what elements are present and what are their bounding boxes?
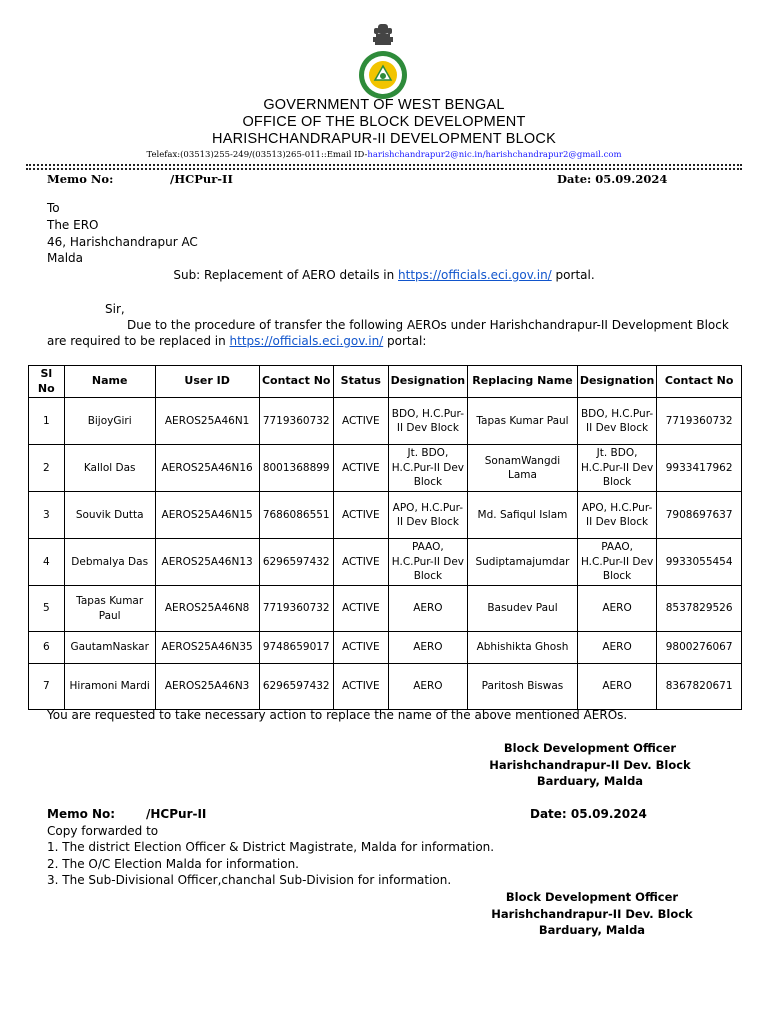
cell-designation: AERO — [388, 664, 467, 710]
subject-portal-link[interactable]: https://officials.eci.gov.in/ — [398, 268, 552, 282]
signature-title: Block Development Officer — [503, 741, 677, 755]
address-to: To — [47, 201, 60, 215]
address-recipient: The ERO — [47, 218, 99, 232]
aero-replacement-table — [28, 365, 742, 710]
body-line-2 — [47, 333, 426, 350]
cell-name: BijoyGiri — [64, 398, 155, 445]
cell-name: Hiramoni Mardi — [64, 664, 155, 710]
cell-user-id: AEROS25A46N8 — [155, 586, 259, 632]
cell-replacing-name: Paritosh Biswas — [468, 664, 578, 710]
cell-designation: Jt. BDO, H.C.Pur-II Dev Block — [388, 445, 467, 492]
copy-memo-date: Date: 05.09.2024 — [530, 807, 647, 821]
cell-replacing-contact-no: 7908697637 — [657, 492, 742, 539]
table-row — [29, 398, 742, 445]
cell-designation: AERO — [388, 632, 467, 664]
cell-user-id: AEROS25A46N16 — [155, 445, 259, 492]
cell-name: Debmalya Das — [64, 539, 155, 586]
cell-contact-no: 7719360732 — [259, 398, 333, 445]
cell-name: GautamNaskar — [64, 632, 155, 664]
memo-date: Date: 05.09.2024 — [557, 172, 668, 186]
cell-user-id: AEROS25A46N15 — [155, 492, 259, 539]
header-contact-no: Contact No — [259, 366, 333, 398]
contact-emails[interactable]: harishchandrapur2@nic.in/harishchandrapur2@gmail.com — [367, 150, 622, 160]
cell-user-id: AEROS25A46N3 — [155, 664, 259, 710]
cell-sl-no: 7 — [29, 664, 65, 710]
cell-replacing-contact-no: 7719360732 — [657, 398, 742, 445]
header-status: Status — [333, 366, 388, 398]
cell-replacing-contact-no: 9933417962 — [657, 445, 742, 492]
cell-replacing-contact-no: 8537829526 — [657, 586, 742, 632]
cell-replacing-designation: APO, H.C.Pur-II Dev Block — [577, 492, 656, 539]
cell-status: ACTIVE — [333, 539, 388, 586]
cell-contact-no: 9748659017 — [259, 632, 333, 664]
cell-user-id: AEROS25A46N35 — [155, 632, 259, 664]
cell-status: ACTIVE — [333, 586, 388, 632]
header-divider-top — [26, 164, 742, 166]
cell-replacing-designation: AERO — [577, 586, 656, 632]
cell-contact-no: 7719360732 — [259, 586, 333, 632]
header-designation: Designation — [388, 366, 467, 398]
cell-sl-no: 1 — [29, 398, 65, 445]
header-name: Name — [64, 366, 155, 398]
header-replacing-name: Replacing Name — [468, 366, 578, 398]
body-line-1: Due to the procedure of transfer the following AEROs under Harishchandrapur-II Development Block — [127, 318, 729, 332]
cell-replacing-name: Sudiptamajumdar — [468, 539, 578, 586]
cell-sl-no: 4 — [29, 539, 65, 586]
contact-telefax: Telefax:(03513)255-249/(03513)265-011::Email ID- — [146, 150, 368, 160]
memo-label: Memo No: — [47, 172, 114, 186]
cell-replacing-name: Abhishikta Ghosh — [468, 632, 578, 664]
cell-replacing-name: SonamWangdi Lama — [468, 445, 578, 492]
subject-suffix: portal. — [551, 268, 595, 282]
header-user-id: User ID — [155, 366, 259, 398]
body-line-2-prefix: are required to be replaced in — [47, 334, 230, 348]
subject-prefix: Sub: Replacement of AERO details in — [173, 268, 399, 282]
signature-office: Harishchandrapur-II Dev. Block — [491, 906, 693, 921]
cell-replacing-designation: BDO, H.C.Pur-II Dev Block — [577, 398, 656, 445]
copy-item: 3. The Sub-Divisional Officer,chanchal Sub-Division for information. — [47, 873, 452, 887]
cell-replacing-name: Tapas Kumar Paul — [468, 398, 578, 445]
header-office: OFFICE OF THE BLOCK DEVELOPMENT — [242, 114, 526, 130]
table-row — [29, 492, 742, 539]
header-divider-bottom — [26, 168, 742, 170]
cell-contact-no: 6296597432 — [259, 539, 333, 586]
copy-item: 1. The district Election Officer & District Magistrate, Malda for information. — [47, 840, 495, 854]
body-line-2-suffix: portal: — [383, 334, 427, 348]
cell-replacing-contact-no: 8367820671 — [657, 664, 742, 710]
table-row — [29, 586, 742, 632]
cell-designation: AERO — [388, 586, 467, 632]
signature-title: Block Development Officer — [505, 890, 679, 904]
cell-status: ACTIVE — [333, 492, 388, 539]
cell-contact-no: 8001368899 — [259, 445, 333, 492]
cell-user-id: AEROS25A46N1 — [155, 398, 259, 445]
request-text: You are requested to take necessary action to replace the name of the above mentioned AEROs. — [47, 708, 628, 722]
cell-sl-no: 2 — [29, 445, 65, 492]
cell-status: ACTIVE — [333, 664, 388, 710]
memo-number: /HCPur-II — [170, 172, 233, 186]
cell-designation: BDO, H.C.Pur-II Dev Block — [388, 398, 467, 445]
header-government: GOVERNMENT OF WEST BENGAL — [263, 97, 505, 113]
cell-replacing-name: Basudev Paul — [468, 586, 578, 632]
table-header-row — [29, 366, 742, 398]
table-row — [29, 632, 742, 664]
cell-replacing-contact-no: 9800276067 — [657, 632, 742, 664]
cell-replacing-designation: Jt. BDO, H.C.Pur-II Dev Block — [577, 445, 656, 492]
table-row — [29, 445, 742, 492]
address-constituency: 46, Harishchandrapur AC — [47, 235, 198, 249]
signature-place: Barduary, Malda — [536, 774, 644, 788]
cell-replacing-name: Md. Safiqul Islam — [468, 492, 578, 539]
cell-user-id: AEROS25A46N13 — [155, 539, 259, 586]
salutation: Sir, — [105, 302, 125, 316]
copy-memo-label: Memo No: — [47, 807, 116, 821]
cell-replacing-designation: AERO — [577, 664, 656, 710]
cell-status: ACTIVE — [333, 398, 388, 445]
cell-name: Tapas Kumar Paul — [64, 586, 155, 632]
cell-sl-no: 6 — [29, 632, 65, 664]
cell-name: Kallol Das — [64, 445, 155, 492]
cell-contact-no: 7686086551 — [259, 492, 333, 539]
cell-status: ACTIVE — [333, 445, 388, 492]
header-replacing-designation: Designation — [577, 366, 656, 398]
cell-designation: PAAO, H.C.Pur-II Dev Block — [388, 539, 467, 586]
contact-line — [0, 150, 768, 160]
cell-sl-no: 3 — [29, 492, 65, 539]
signature-block — [482, 889, 702, 939]
header-sl-no: Sl No — [29, 366, 65, 398]
cell-sl-no: 5 — [29, 586, 65, 632]
cell-replacing-contact-no: 9933055454 — [657, 539, 742, 586]
body-portal-link[interactable]: https://officials.eci.gov.in/ — [229, 334, 384, 348]
header-block: HARISHCHANDRAPUR-II DEVELOPMENT BLOCK — [212, 131, 556, 147]
header-replacing-contact-no: Contact No — [657, 366, 742, 398]
address-district: Malda — [47, 251, 84, 265]
cell-designation: APO, H.C.Pur-II Dev Block — [388, 492, 467, 539]
signature-office: Harishchandrapur-II Dev. Block — [489, 757, 691, 772]
copy-item: 2. The O/C Election Malda for information. — [47, 857, 299, 871]
cell-name: Souvik Dutta — [64, 492, 155, 539]
signature-place: Barduary, Malda — [538, 923, 646, 937]
table-row — [29, 664, 742, 710]
government-emblem-icon — [357, 20, 409, 100]
cell-replacing-designation: AERO — [577, 632, 656, 664]
copy-memo-number: /HCPur-II — [146, 807, 207, 821]
signature-block — [480, 740, 700, 790]
table-row — [29, 539, 742, 586]
subject-line — [0, 267, 768, 284]
cell-replacing-designation: PAAO, H.C.Pur-II Dev Block — [577, 539, 656, 586]
cell-status: ACTIVE — [333, 632, 388, 664]
copy-intro: Copy forwarded to — [47, 824, 159, 838]
cell-contact-no: 6296597432 — [259, 664, 333, 710]
